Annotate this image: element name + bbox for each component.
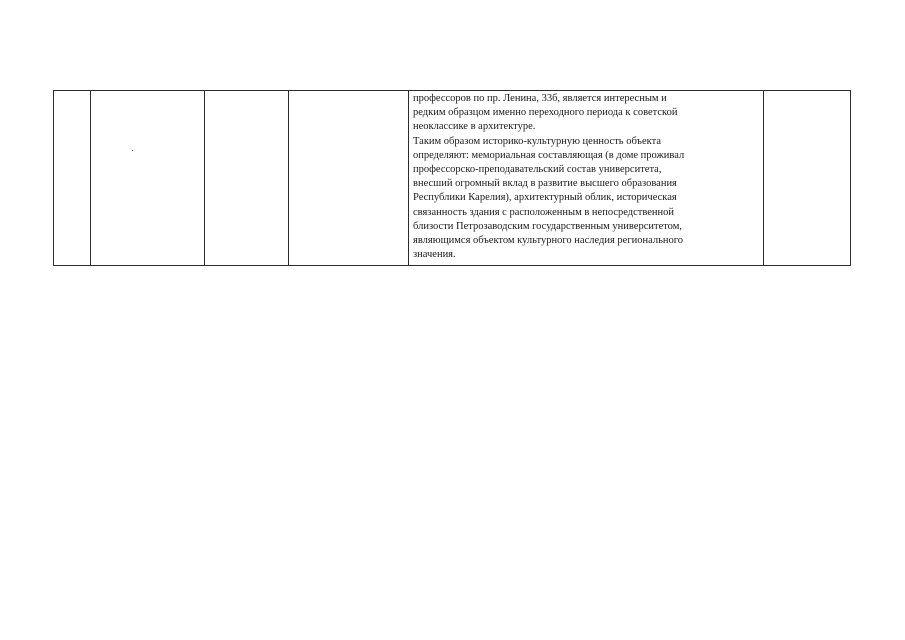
text-line: профессорско-преподавательский состав университета, — [413, 164, 662, 176]
table-cell-name — [91, 91, 205, 266]
document-table — [53, 90, 851, 266]
text-line: определяют: мемориальная составляющая (в доме проживал — [413, 149, 685, 161]
scan-speck — [132, 150, 133, 151]
text-line: редким образцом именно переходного периода к советской — [413, 107, 678, 119]
text-line: профессоров по пр. Ленина, 33б, является интересным и — [413, 93, 667, 104]
text-line: Республики Карелия), архитектурный облик, историческая — [413, 192, 677, 204]
table-cell-number — [54, 91, 91, 266]
text-line: Таким образом историко-культурную ценность объекта — [413, 135, 661, 147]
text-line: внесший огромный вклад в развитие высшего образования — [413, 178, 677, 190]
text-line: близости Петрозаводским государственным университетом, — [413, 220, 683, 232]
text-line: связанность здания с расположенным в непосредственной — [413, 206, 675, 218]
description-paragraph-2 — [413, 135, 759, 263]
table-cell-address — [289, 91, 409, 266]
text-line: значения. — [413, 249, 456, 261]
table-cell-description — [409, 91, 764, 266]
text-line: являющимся объектом культурного наследия регионального — [413, 235, 684, 247]
text-line: неоклассике в архитектуре. — [413, 121, 536, 133]
table-row — [54, 91, 851, 266]
table-cell-notes — [764, 91, 851, 266]
table-cell-date — [205, 91, 289, 266]
description-paragraph-1 — [413, 92, 759, 135]
